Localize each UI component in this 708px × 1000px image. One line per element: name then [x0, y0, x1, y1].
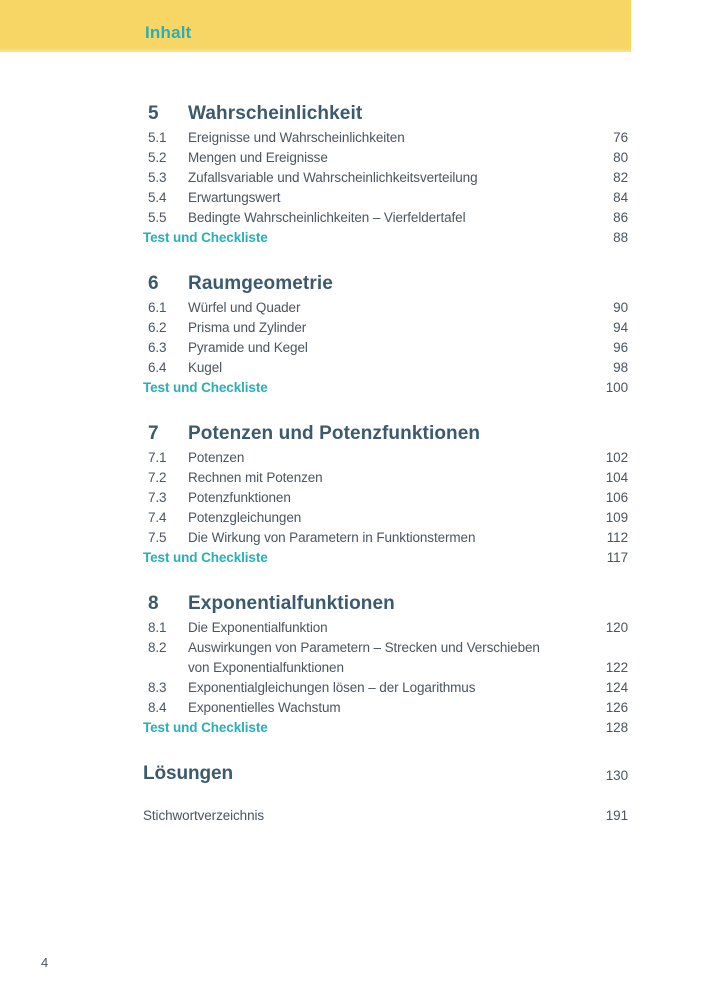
- section-number: 8.4: [148, 700, 167, 715]
- chapter-number: 6: [148, 273, 159, 294]
- back-matter-title: Lösungen: [143, 763, 233, 784]
- section-title: [188, 188, 594, 208]
- back-matter-entry: [143, 806, 628, 826]
- entry-page-number: 102: [605, 450, 628, 465]
- section-number: 8.2: [148, 640, 167, 655]
- section-title: [188, 148, 594, 168]
- chapter-heading: [143, 422, 628, 446]
- entry-page-number: 88: [613, 230, 628, 245]
- section-title: [188, 618, 594, 638]
- section-title-line: Würfel und Quader: [188, 300, 301, 315]
- toc-entry: [143, 208, 628, 228]
- section-number: 5.4: [148, 190, 167, 205]
- section-number: 6.4: [148, 360, 167, 375]
- section-title: [188, 528, 594, 548]
- section-number: 5.1: [148, 130, 167, 145]
- section-title-line: Zufallsvariable und Wahrscheinlichkeitsverteilung: [188, 170, 478, 185]
- test-checkliste-entry: [143, 378, 628, 398]
- entry-page-number: 80: [613, 150, 628, 165]
- chapter-title: Wahrscheinlichkeit: [188, 103, 363, 124]
- section-title: [188, 298, 594, 318]
- entry-page-number: 90: [613, 300, 628, 315]
- entry-page-number: 106: [605, 490, 628, 505]
- chapter-number: 7: [148, 423, 159, 444]
- chapter-number: 8: [148, 593, 159, 614]
- section-number: 6.3: [148, 340, 167, 355]
- section-title: [188, 448, 594, 468]
- section-title-line: Rechnen mit Potenzen: [188, 470, 323, 485]
- back-matter-title: Stichwortverzeichnis: [143, 808, 265, 823]
- chapter-block: [143, 422, 628, 568]
- section-number: 5.2: [148, 150, 167, 165]
- section-title: [188, 638, 594, 678]
- chapter-title: Potenzen und Potenzfunktionen: [188, 423, 481, 444]
- section-title: [188, 678, 594, 698]
- section-number: 8.3: [148, 680, 167, 695]
- chapter-heading: [143, 272, 628, 296]
- section-title-line: Potenzgleichungen: [188, 510, 302, 525]
- section-number: 7.4: [148, 510, 167, 525]
- section-number: 7.1: [148, 450, 167, 465]
- section-title: [188, 488, 594, 508]
- section-title: [188, 208, 594, 228]
- test-checkliste-label: Test und Checkliste: [143, 380, 268, 395]
- section-title: [188, 358, 594, 378]
- chapter-heading: [143, 592, 628, 616]
- entry-page-number: 104: [605, 470, 628, 485]
- section-title: [188, 128, 594, 148]
- section-title: [188, 338, 594, 358]
- toc-entry: [143, 128, 628, 148]
- toc-entry: [143, 168, 628, 188]
- section-title-line: Exponentielles Wachstum: [188, 700, 341, 715]
- section-title-line: Pyramide und Kegel: [188, 340, 308, 355]
- entry-page-number: 98: [613, 360, 628, 375]
- chapter-block: [143, 102, 628, 248]
- section-title-line: Bedingte Wahrscheinlichkeiten – Vierfeldertafel: [188, 210, 466, 225]
- entry-page-number: 117: [606, 550, 628, 565]
- test-checkliste-label: Test und Checkliste: [143, 720, 268, 735]
- section-title-line: Prisma und Zylinder: [188, 320, 307, 335]
- section-title-line: Exponentialgleichungen lösen – der Logarithmus: [188, 680, 476, 695]
- entry-page-number: 128: [605, 720, 628, 735]
- entry-page-number: 109: [605, 510, 628, 525]
- section-title-line: Die Wirkung von Parametern in Funktionstermen: [188, 530, 476, 545]
- section-number: 7.2: [148, 470, 167, 485]
- toc-entry: [143, 528, 628, 548]
- toc-entry: [143, 638, 628, 678]
- section-title-line: Erwartungswert: [188, 190, 281, 205]
- table-of-contents: [143, 102, 628, 826]
- test-checkliste-entry: [143, 548, 628, 568]
- section-title-line: Auswirkungen von Parametern – Strecken und Verschieben: [188, 640, 540, 655]
- toc-entry: [143, 468, 628, 488]
- toc-entry: [143, 698, 628, 718]
- entry-page-number: 100: [605, 380, 628, 395]
- chapter-block: [143, 272, 628, 398]
- section-number: 6.2: [148, 320, 167, 335]
- entry-page-number: 191: [605, 808, 628, 823]
- toc-entry: [143, 188, 628, 208]
- toc-entry: [143, 448, 628, 468]
- section-title-line: Ereignisse und Wahrscheinlichkeiten: [188, 130, 405, 145]
- section-title-line: Die Exponentialfunktion: [188, 620, 328, 635]
- section-title: [188, 508, 594, 528]
- entry-page-number: 120: [605, 620, 628, 635]
- chapter-heading: [143, 102, 628, 126]
- test-checkliste-label: Test und Checkliste: [143, 550, 268, 565]
- section-title: [188, 698, 594, 718]
- entry-page-number: 122: [605, 660, 628, 675]
- chapter-title: Exponentialfunktionen: [188, 593, 395, 614]
- header-bar: [0, 0, 631, 52]
- toc-entry: [143, 298, 628, 318]
- chapter-title: Raumgeometrie: [188, 273, 333, 294]
- back-matter-heading-entry: [143, 762, 628, 786]
- section-number: 6.1: [148, 300, 167, 315]
- toc-entry: [143, 488, 628, 508]
- toc-entry: [143, 508, 628, 528]
- entry-page-number: 96: [613, 340, 628, 355]
- chapter-number: 5: [148, 103, 159, 124]
- toc-entry: [143, 148, 628, 168]
- toc-entry: [143, 678, 628, 698]
- section-title-line: Kugel: [188, 360, 223, 375]
- toc-entry: [143, 318, 628, 338]
- test-checkliste-entry: [143, 718, 628, 738]
- entry-page-number: 112: [606, 530, 628, 545]
- section-number: 7.3: [148, 490, 167, 505]
- toc-entry: [143, 358, 628, 378]
- entry-page-number: 76: [613, 130, 628, 145]
- section-title-line: von Exponentialfunktionen: [188, 660, 344, 675]
- section-number: 5.3: [148, 170, 167, 185]
- entry-page-number: 84: [613, 190, 628, 205]
- entry-page-number: 82: [613, 170, 628, 185]
- section-title: [188, 468, 594, 488]
- page-title: Inhalt: [145, 23, 192, 42]
- entry-page-number: 130: [605, 768, 628, 783]
- section-title: [188, 168, 594, 188]
- page-number-footer: 4: [41, 955, 49, 970]
- toc-entry: [143, 618, 628, 638]
- entry-page-number: 124: [605, 680, 628, 695]
- section-title-line: Mengen und Ereignisse: [188, 150, 328, 165]
- section-number: 5.5: [148, 210, 167, 225]
- toc-entry: [143, 338, 628, 358]
- section-number: 8.1: [148, 620, 167, 635]
- entry-page-number: 86: [613, 210, 628, 225]
- chapter-block: [143, 592, 628, 738]
- section-title-line: Potenzen: [188, 450, 245, 465]
- section-title: [188, 318, 594, 338]
- test-checkliste-entry: [143, 228, 628, 248]
- entry-page-number: 94: [613, 320, 628, 335]
- section-number: 7.5: [148, 530, 167, 545]
- entry-page-number: 126: [605, 700, 628, 715]
- section-title-line: Potenzfunktionen: [188, 490, 291, 505]
- test-checkliste-label: Test und Checkliste: [143, 230, 268, 245]
